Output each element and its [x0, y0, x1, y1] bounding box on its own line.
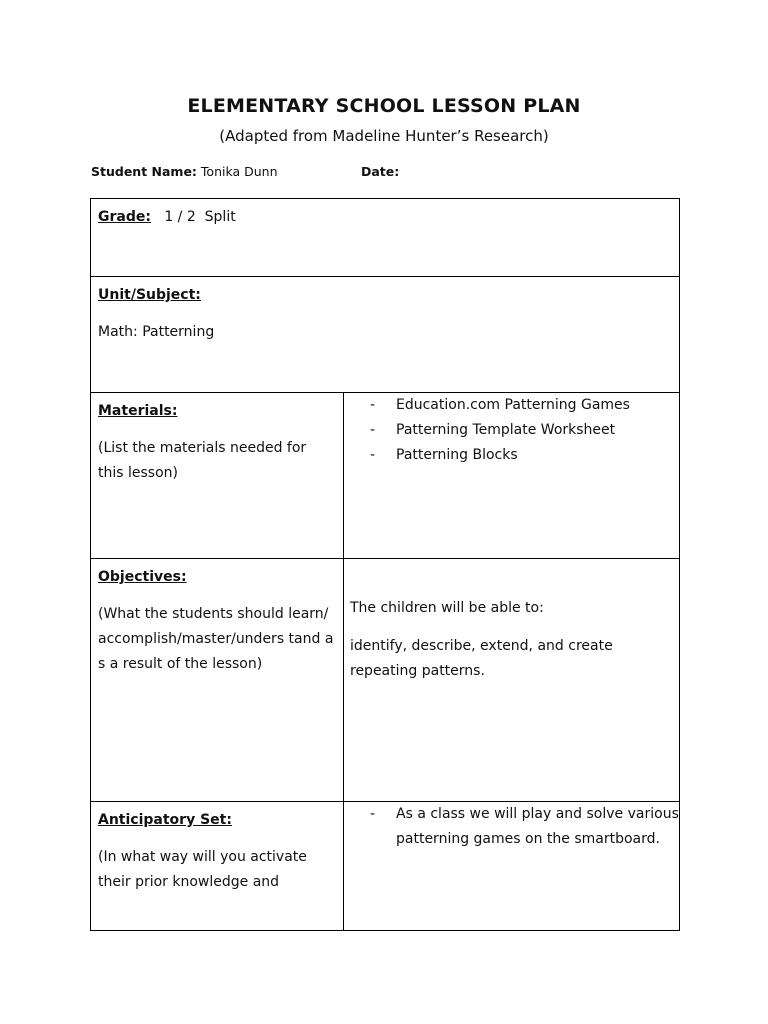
anticipatory-right-cell [344, 802, 680, 931]
anticipatory-left-cell [91, 802, 344, 931]
student-name-field [91, 164, 278, 179]
anticipatory-prompt: (In what way will you activate their prior knowledge and [98, 849, 307, 890]
objectives-left-cell [91, 559, 344, 802]
anticipatory-label: Anticipatory Set: [98, 812, 232, 828]
list-item: - As a class we will play and solve various patterning games on the smartboard. [344, 802, 679, 852]
materials-left-cell [91, 393, 344, 559]
materials-row [91, 393, 680, 559]
materials-right-cell [344, 393, 680, 559]
grade-row [91, 199, 680, 277]
grade-value: 1 / 2 Split [164, 209, 236, 225]
date-field [361, 164, 399, 179]
objectives-text: identify, describe, extend, and create repeating patterns. [350, 638, 613, 679]
page-title: ELEMENTARY SCHOOL LESSON PLAN [187, 95, 581, 117]
list-item: - Patterning Blocks [344, 443, 679, 468]
lesson-plan-table [90, 198, 680, 931]
list-item: - Education.com Patterning Games [344, 393, 679, 418]
objectives-prompt: (What the students should learn/accomplish/master/unders tand as a result of the lesson) [98, 606, 334, 672]
list-item: - Patterning Template Worksheet [344, 418, 679, 443]
materials-label: Materials: [98, 403, 178, 419]
objectives-row [91, 559, 680, 802]
objectives-intro: The children will be able to: [350, 600, 544, 616]
student-name-value: Tonika Dunn [200, 164, 278, 179]
materials-list [344, 393, 679, 468]
grade-label: Grade: [98, 209, 151, 225]
unit-cell [91, 277, 680, 393]
objectives-right-cell [344, 559, 680, 802]
date-label: Date: [361, 164, 400, 179]
grade-cell [91, 199, 680, 277]
page-subtitle: (Adapted from Madeline Hunter’s Research) [219, 127, 549, 145]
anticipatory-row [91, 802, 680, 931]
unit-label: Unit/Subject: [98, 287, 201, 303]
unit-row [91, 277, 680, 393]
unit-value: Math: Patterning [98, 324, 215, 340]
student-name-label: Student Name: [91, 164, 197, 179]
objectives-label: Objectives: [98, 569, 187, 585]
materials-prompt: (List the materials needed for this lesson) [98, 440, 307, 481]
anticipatory-list [344, 802, 679, 852]
